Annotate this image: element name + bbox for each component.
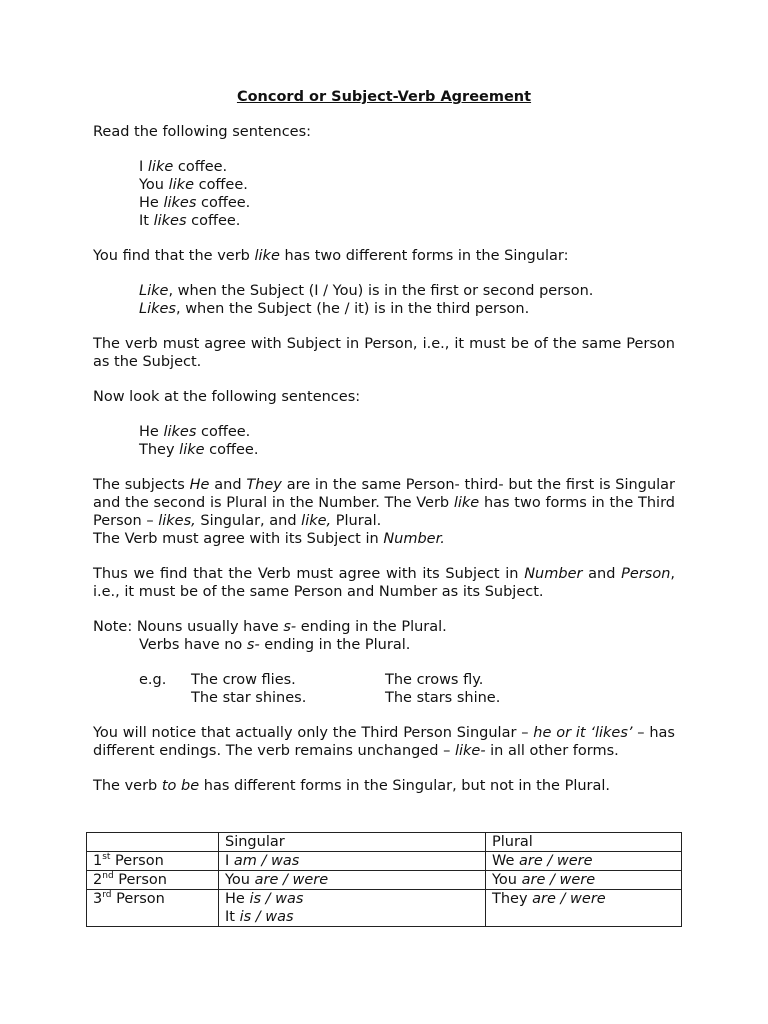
intro-text: Read the following sentences: xyxy=(93,124,312,140)
note-line: Verbs have no s- ending in the Plural. xyxy=(139,637,411,653)
table-header-cell xyxy=(87,833,219,852)
number-agreement-line: The Verb must agree with its Subject in Number. xyxy=(93,531,445,547)
person-cell: 3rd Person xyxy=(87,890,219,927)
form-definition: Likes, when the Subject (he / it) is in the third person. xyxy=(139,301,530,317)
plural-cell: You are / were xyxy=(486,871,682,890)
to-be-paragraph: The verb to be has different forms in the Singular, but not in the Plural. xyxy=(93,778,611,794)
table-row xyxy=(87,852,682,871)
note-line: Note: Nouns usually have s- ending in the Plural. xyxy=(93,619,447,635)
number-paragraph: The subjects He and They are in the same Person- third- but the first is Singular and the second is Plural in the Number. The Verb like has two forms in the Third Person – likes, Singular, and like, Plural. xyxy=(93,477,676,529)
document-page xyxy=(93,88,675,795)
table-row xyxy=(87,871,682,890)
form-definition: Like, when the Subject (I / You) is in the first or second person. xyxy=(139,283,594,299)
eg-singular: The crow flies. xyxy=(191,672,296,688)
plural-cell: They are / were xyxy=(486,890,682,927)
example-sentence: It likes coffee. xyxy=(139,213,241,229)
to-be-table xyxy=(86,832,682,927)
eg-plural: The crows fly. xyxy=(385,672,484,688)
table-header-row xyxy=(87,833,682,852)
person-cell: 1st Person xyxy=(87,852,219,871)
eg-label: e.g. xyxy=(139,672,167,688)
example-sentence: He likes coffee. xyxy=(139,424,251,440)
person-cell: 2nd Person xyxy=(87,871,219,890)
example-list-1 xyxy=(93,158,675,230)
two-forms-paragraph: You find that the verb like has two different forms in the Singular: xyxy=(93,248,569,264)
table-header-cell: Plural xyxy=(486,833,682,852)
table-row xyxy=(87,890,682,927)
person-paragraph: The verb must agree with Subject in Person, i.e., it must be of the same Person as the Subject. xyxy=(93,336,675,370)
eg-examples xyxy=(93,671,675,707)
table-header-cell: Singular xyxy=(219,833,486,852)
singular-cell: He is / was It is / was xyxy=(219,890,486,927)
example-sentence: They like coffee. xyxy=(139,442,259,458)
notice-paragraph: You will notice that actually only the Third Person Singular – he or it ‘likes’ – has different endings. The verb remains unchanged – like- in all other forms. xyxy=(93,725,675,759)
page-title: Concord or Subject-Verb Agreement xyxy=(236,89,532,105)
thus-paragraph: Thus we find that the Verb must agree with its Subject in Number and Person, i.e., it must be of the same Person and Number as its Subject. xyxy=(93,566,675,600)
example-sentence: You like coffee. xyxy=(139,177,248,193)
plural-cell: We are / were xyxy=(486,852,682,871)
singular-cell: I am / was xyxy=(219,852,486,871)
now-look-text: Now look at the following sentences: xyxy=(93,389,361,405)
eg-singular: The star shines. xyxy=(191,690,307,706)
example-sentence: I like coffee. xyxy=(139,159,228,175)
singular-cell: You are / were xyxy=(219,871,486,890)
eg-plural: The stars shine. xyxy=(385,690,501,706)
example-sentence: He likes coffee. xyxy=(139,195,251,211)
